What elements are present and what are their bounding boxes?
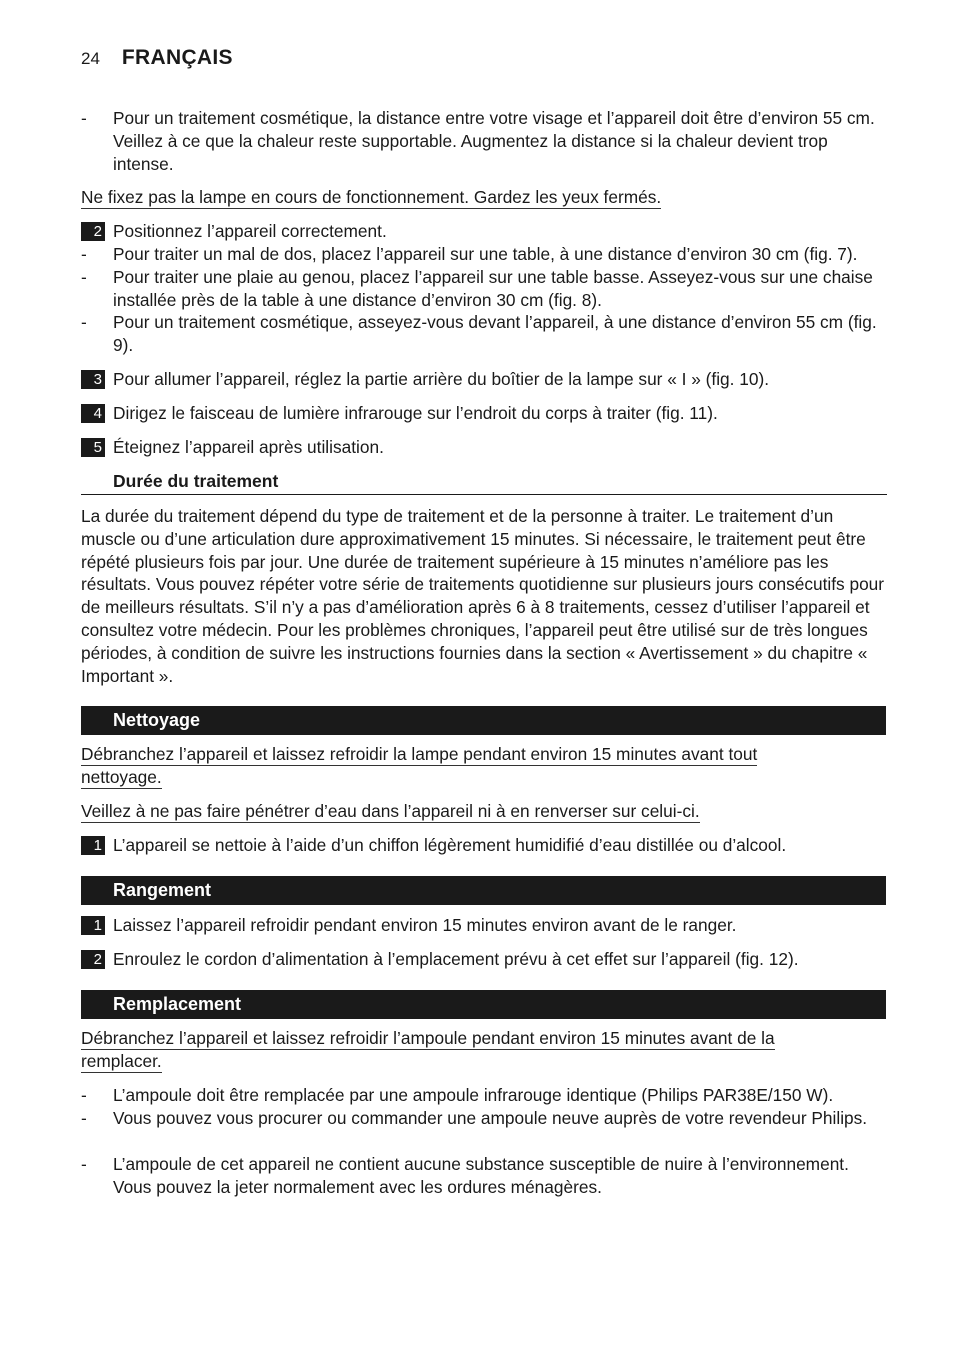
step-item xyxy=(81,834,887,857)
step-item xyxy=(81,436,887,459)
step-text: Dirigez le faisceau de lumière infrarouge sur l’endroit du corps à traiter (fig. 11). xyxy=(113,403,718,423)
bullet-dash: - xyxy=(81,267,87,287)
bullet-text: Pour traiter une plaie au genou, placez l’appareil sur une table basse. Asseyez-vous sur une chaise installée près de la table à une distance d’environ 30 cm (fig. 8). xyxy=(113,267,873,310)
bullet-dash: - xyxy=(81,1085,87,1105)
page-number: 24 xyxy=(81,49,100,68)
list-item xyxy=(81,107,887,175)
warning-text: Débranchez l’appareil et laissez refroidir la lampe pendant environ 15 minutes avant tout nettoyage. xyxy=(81,744,758,787)
list-item xyxy=(81,1153,887,1199)
bullet-dash: - xyxy=(81,108,87,128)
step-text: Enroulez le cordon d’alimentation à l’emplacement prévu à cet effet sur l’appareil (fig. 12). xyxy=(113,949,799,969)
list-item xyxy=(81,1084,887,1107)
step-number: 4 xyxy=(81,404,105,423)
step-text: Pour allumer l’appareil, réglez la partie arrière du boîtier de la lampe sur « I » (fig. 10). xyxy=(113,369,770,389)
bullet-dash: - xyxy=(81,244,87,264)
step-number: 2 xyxy=(81,950,105,969)
step-text: L’appareil se nettoie à l’aide d’un chiffon légèrement humidifié d’eau distillée ou d’alcool. xyxy=(113,835,787,855)
bullet-dash: - xyxy=(81,312,87,332)
section-title-rangement: Rangement xyxy=(81,876,886,905)
step-number: 5 xyxy=(81,438,105,457)
step-number: 3 xyxy=(81,370,105,389)
step-text: Éteignez l’appareil après utilisation. xyxy=(113,437,384,457)
subsection-title: Durée du traitement xyxy=(81,469,887,495)
bullet-text: Pour traiter un mal de dos, placez l’appareil sur une table, à une distance d’environ 30 cm (fig. 7). xyxy=(113,244,858,264)
warning-lamp xyxy=(81,186,887,209)
step-number: 1 xyxy=(81,836,105,855)
list-item xyxy=(81,266,887,312)
step-text: Positionnez l’appareil correctement. xyxy=(113,221,387,241)
bullet-text: Pour un traitement cosmétique, la distance entre votre visage et l’appareil doit être d’environ 55 cm. Veillez à ce que la chaleur reste supportable. Augmentez la distance si la chaleur devient trop intense. xyxy=(113,108,875,174)
list-item xyxy=(81,243,887,266)
step-text: Laissez l’appareil refroidir pendant environ 15 minutes environ avant de le ranger. xyxy=(113,915,737,935)
bullet-dash: - xyxy=(81,1154,87,1174)
duration-paragraph: La durée du traitement dépend du type de traitement et de la personne à traiter. Le traitement d’un muscle ou d’une articulation dure approximativement 15 minutes. Si nécessaire, le traitement peut être répété plusieurs fois par jour. Une durée de traitement supérieure à 15 minutes n’améliore pas les résultats. Vous pouvez répéter votre série de traitements quotidienne sur plusieurs jours consécutifs pour de meilleurs résultats. S’il n’y a pas d’amélioration après 6 à 8 traitements, cessez d’utiliser l’appareil et consultez votre médecin. Pour les problèmes chroniques, l’appareil peut être utilisé sur de très longues périodes, à condition de suivre les instructions fournies dans la section « Avertissement » du chapitre « Important ». xyxy=(81,506,885,686)
section-title-remplacement: Remplacement xyxy=(81,990,886,1019)
warning-text: Veillez à ne pas faire pénétrer d’eau dans l’appareil ni à en renverser sur celui-ci. xyxy=(81,801,700,821)
step-item xyxy=(81,402,887,425)
step-item xyxy=(81,220,887,243)
step-item xyxy=(81,948,887,971)
step-item xyxy=(81,368,887,391)
bullet-text: Vous pouvez vous procurer ou commander une ampoule neuve auprès de votre revendeur Philips. xyxy=(113,1108,868,1128)
list-item xyxy=(81,311,887,357)
warning-cleaning xyxy=(81,743,826,789)
list-item xyxy=(81,1107,887,1130)
bullet-text: Pour un traitement cosmétique, asseyez-vous devant l’appareil, à une distance d’environ 55 cm (fig. 9). xyxy=(113,312,877,355)
step-number: 1 xyxy=(81,916,105,935)
section-title-nettoyage: Nettoyage xyxy=(81,706,886,735)
warning-text: Débranchez l’appareil et laissez refroidir l’ampoule pendant environ 15 minutes avant de la remplacer. xyxy=(81,1028,775,1071)
step-item xyxy=(81,914,887,937)
warning-text: Ne fixez pas la lampe en cours de fonctionnement. Gardez les yeux fermés. xyxy=(81,187,662,207)
step-number: 2 xyxy=(81,222,105,241)
bullet-dash: - xyxy=(81,1108,87,1128)
language-title: FRANÇAIS xyxy=(121,46,233,69)
bullet-text: L’ampoule doit être remplacée par une ampoule infrarouge identique (Philips PAR38E/150 W). xyxy=(113,1085,834,1105)
bullet-text: L’ampoule de cet appareil ne contient aucune substance susceptible de nuire à l’environnement. Vous pouvez la jeter normalement avec les ordures ménagères. xyxy=(113,1154,849,1197)
page-header xyxy=(81,47,233,75)
warning-water xyxy=(81,800,887,823)
warning-replacement xyxy=(81,1027,841,1073)
